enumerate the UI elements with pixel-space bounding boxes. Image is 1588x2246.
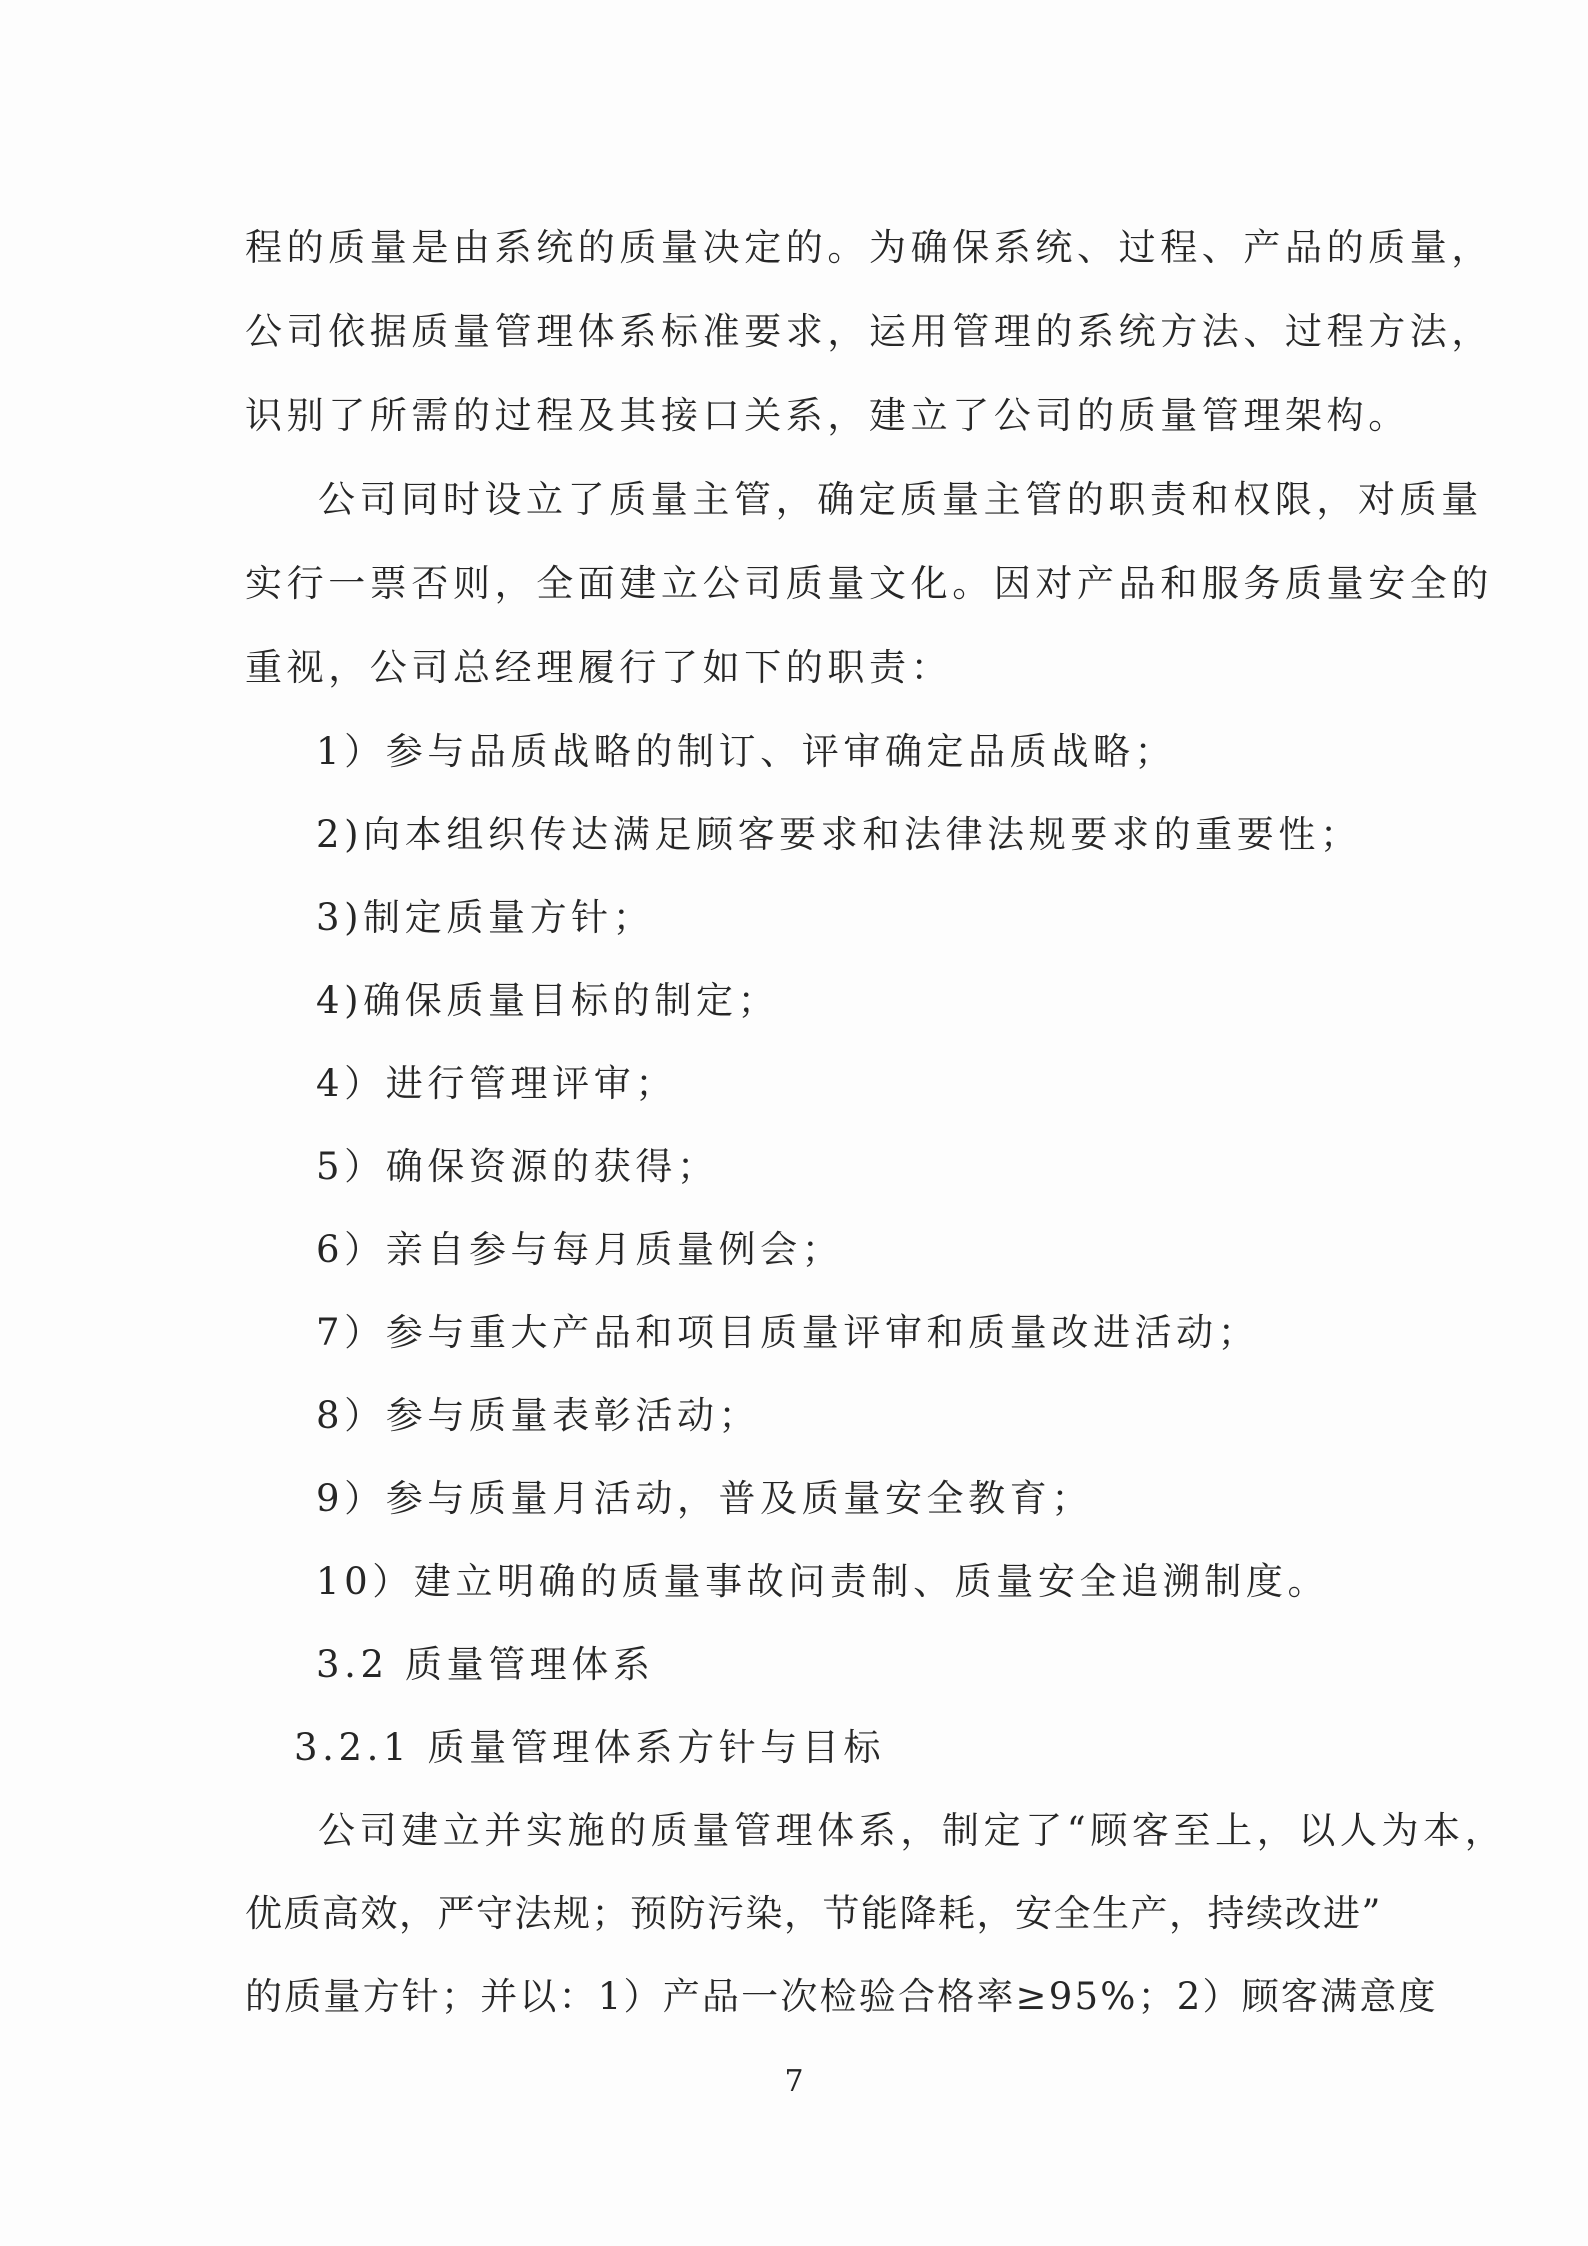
paragraph-3-line-2: 优质高效，严守法规；预防污染，节能降耗，安全生产，持续改进” — [245, 1892, 1382, 1935]
section-heading: 3.2 质量管理体系 — [316, 1643, 655, 1686]
duty-item-5: 4）进行管理评审； — [316, 1062, 677, 1105]
paragraph-3-line-3: 的质量方针；并以：1）产品一次检验合格率≥95%；2）顾客满意度 — [245, 1975, 1438, 2018]
duty-item-9: 8）参与质量表彰活动； — [316, 1394, 761, 1437]
paragraph-2-line-3: 重视，公司总经理履行了如下的职责： — [245, 646, 953, 689]
duty-item-2: 2)向本组织传达满足顾客要求和法律法规要求的重要性； — [316, 813, 1362, 856]
duty-item-6: 5）确保资源的获得； — [316, 1145, 719, 1188]
duty-item-11: 10）建立明确的质量事故问责制、质量安全追溯制度。 — [316, 1560, 1330, 1603]
paragraph-1-line-3: 识别了所需的过程及其接口关系，建立了公司的质量管理架构。 — [245, 394, 1410, 437]
paragraph-1-line-1: 程的质量是由系统的质量决定的。为确保系统、过程、产品的质量， — [245, 226, 1493, 269]
duty-item-1: 1）参与品质战略的制订、评审确定品质战略； — [316, 730, 1177, 773]
duty-item-7: 6）亲自参与每月质量例会； — [316, 1228, 844, 1271]
duty-item-8: 7）参与重大产品和项目质量评审和质量改进活动； — [316, 1311, 1260, 1354]
subsection-heading: 3.2.1 质量管理体系方针与目标 — [294, 1726, 886, 1769]
paragraph-2-line-1: 公司同时设立了质量主管，确定质量主管的职责和权限，对质量 — [318, 478, 1483, 521]
page-number: 7 — [784, 2064, 804, 2099]
paragraph-1-line-2: 公司依据质量管理体系标准要求，运用管理的系统方法、过程方法， — [245, 310, 1493, 353]
duty-item-10: 9）参与质量月活动，普及质量安全教育； — [316, 1477, 1093, 1520]
duty-item-4: 4)确保质量目标的制定； — [316, 979, 780, 1022]
duty-item-3: 3)制定质量方针； — [316, 896, 655, 939]
paragraph-3-line-1: 公司建立并实施的质量管理体系，制定了“顾客至上，以人为本， — [318, 1809, 1507, 1852]
paragraph-2-line-2: 实行一票否则，全面建立公司质量文化。因对产品和服务质量安全的 — [245, 562, 1493, 605]
